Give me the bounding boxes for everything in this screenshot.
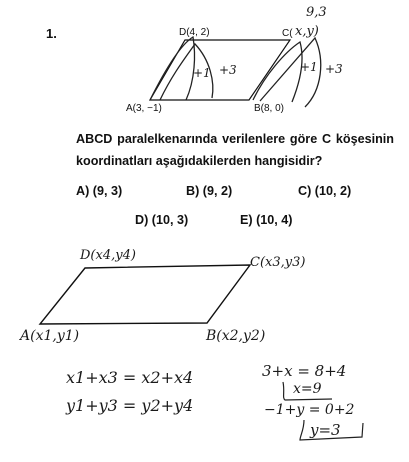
hand-work-2: x=9 xyxy=(293,381,322,397)
hand-parallelogram xyxy=(40,265,250,324)
hand-work-4: y=3 xyxy=(310,421,341,439)
option-e: E) (10, 4) xyxy=(240,213,293,227)
question-number: 1. xyxy=(46,26,57,41)
option-b: B) (9, 2) xyxy=(186,184,233,198)
option-d: D) (10, 3) xyxy=(135,213,189,227)
hand-arc-right-1 xyxy=(253,42,302,102)
option-c: C) (10, 2) xyxy=(298,184,352,198)
hand-arc-left-outer xyxy=(150,37,195,100)
label-point-a: A(3, −1) xyxy=(126,103,162,114)
hand-c-coords: x,y) xyxy=(295,24,319,39)
hand-plus-three: +3 xyxy=(219,63,237,77)
label-point-c: C( xyxy=(282,28,293,39)
hand-equation-y: y1+y3 = y2+y4 xyxy=(66,396,194,415)
hand-plus-three-right: +3 xyxy=(325,62,343,76)
hand-plus-one-right: +1 xyxy=(300,60,318,74)
hand-label-b: B(x2,y2) xyxy=(206,328,266,344)
hand-label-c: C(x3,y3) xyxy=(250,255,306,270)
option-a: A) (9, 3) xyxy=(76,184,123,198)
hand-label-a: A(x1,y1) xyxy=(20,328,80,344)
hand-work-1: 3+x = 8+4 xyxy=(262,362,347,380)
question-text: ABCD paralelkenarında verilenlere göre C köşesinin koordinatları aşağıdakilerden hangisidir? xyxy=(76,132,394,168)
hand-label-d: D(x4,y4) xyxy=(80,248,136,263)
label-point-d: D(4, 2) xyxy=(179,27,210,38)
hand-equation-x: x1+x3 = x2+x4 xyxy=(66,368,194,387)
label-point-b: B(8, 0) xyxy=(254,103,285,114)
hand-top-note: 9,3 xyxy=(306,5,327,20)
hand-work-3: −1+y = 0+2 xyxy=(264,402,355,418)
hand-plus-one-left: +1 xyxy=(193,66,211,80)
